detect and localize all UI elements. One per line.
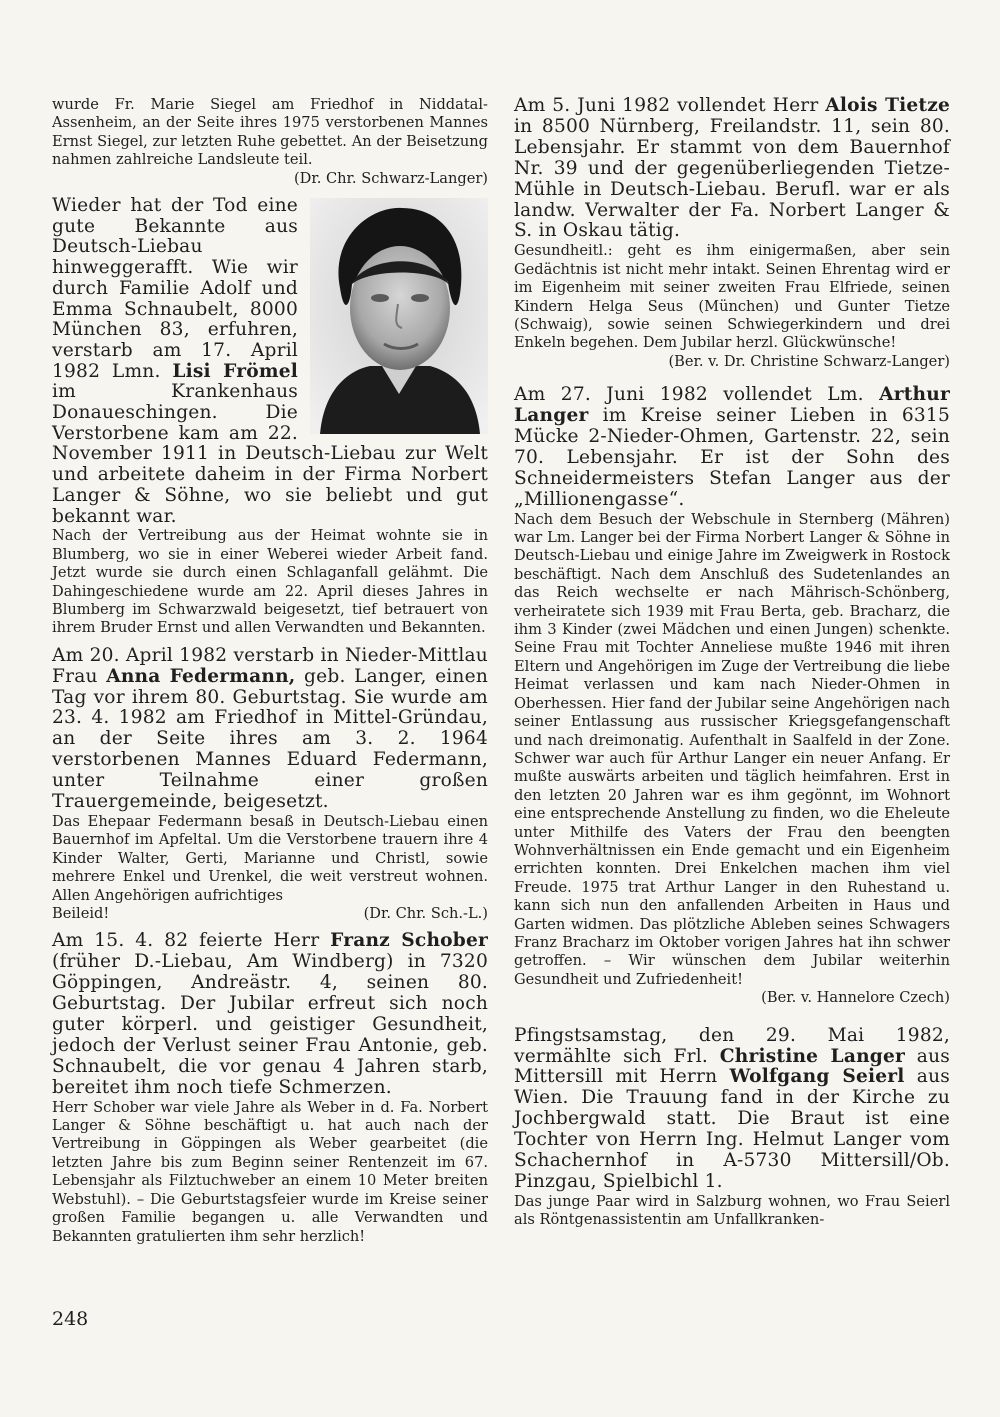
tietze-lead [514,96,950,242]
tietze-signature: (Ber. v. Dr. Christine Schwarz-Langer) [668,352,950,370]
schober-text: Herr Schober war viele Jahre als Weber in d. Fa. Norbert Langer & Söhne beschäftigt u. hat auch nach der Vertreibung in Göppingen als Weber gearbeitet (die letzten Jahre bis zum Beginn seiner Rentenzeit im 67. Lebensjahr als Filztuchweber an einem 10 Meter breiten Webstuhl). – Die Geburtstagsfeier wurde im Kreise seiner großen Familie begangen u. alle Verwandten und Bekannten gratulierten ihm sehr herzlich! [52,1098,488,1245]
schober-lead-before: Am 15. 4. 82 feierte Herr [52,930,320,952]
federmann-last-word: Beileid! [52,905,110,922]
siegel-signature: (Dr. Chr. Schwarz-Langer) [293,169,488,187]
froemel-lead-after: im Krankenhaus Donaueschingen. Die Verstorbene kam am 22. November 1911 in Deutsch-Liebau zur Welt und arbeitete daheim in der Firma Norbert Langer & Söhne, wo sie beliebt und gut bekannt war. [52,381,488,527]
langer-name: Arthur Langer [514,384,950,427]
wedding-lead-before: Pfingstsamstag, den 29. Mai 1982, vermählte sich Frl. [514,1024,950,1067]
siegel-text: wurde Fr. Marie Siegel am Friedhof in Niddatal-Assenheim, an der Seite ihres 1975 verstorbenen Mannes Ernst Siegel, zur letzten Ruhe gebettet. An der Beisetzung nahmen zahlreiche Landsleute teil. [52,96,488,169]
portrait-photo [310,198,488,434]
langer-signature: (Ber. v. Hannelore Czech) [761,989,950,1007]
tietze-lead-after: in 8500 Nürnberg, Freilandstr. 11, sein 80. Lebensjahr. Er stammt von dem Bauernhof Nr. 39 und der gegenüberliegenden Tietze-Mühle in Deutsch-Liebau. Berufl. war er als landw. Verwalter der Fa. Norbert Langer & S. in Oskau tätig. [514,115,950,242]
langer-lead-after: im Kreise seiner Lieben in 6315 Mücke 2-Nieder-Ohmen, Gartenstr. 22, sein 70. Lebensjahr. Er ist der Sohn des Schneidermeisters Stefan Langer aus der „Millionengasse“. [514,405,950,510]
froemel-name: Lisi Frömel [172,360,298,382]
right-column [514,96,950,1238]
article-froemel [52,196,488,638]
page-number: 248 [52,1308,89,1330]
article-federmann [52,646,488,924]
schober-lead [52,931,488,1098]
federmann-signature: (Dr. Chr. Sch.-L.) [363,905,488,922]
langer-text: Nach dem Besuch der Webschule in Sternberg (Mähren) war Lm. Langer bei der Firma Norbert Langer & Söhne in Deutsch-Liebau und einige Jahre im Zweigwerk in Rostock beschäftigt. Nach dem Anschluß des Sudetenlandes an das Reich wechselte er nach Mährisch-Schönberg, verheiratete sich 1939 mit Frau Berta, geb. Bracharz, die ihm 3 Kinder (zwei Mädchen und einen Jungen) schenkte. Seine Frau mit Tochter Anneliese mußte 1946 mit ihren Eltern und Angehörigen im Zuge der Vertreibung die liebe Heimat verlassen und kam nach Nieder-Ohmen in Oberhessen. Hier fand der Jubilar seine Angehörigen nach seiner Entlassung aus russischer Kriegsgefangenschaft und nach dreimonatig. Aufenthalt in Saalfeld in der Zone. Schwer war auch für Arthur Langer ein neuer Anfang. Er mußte auswärts arbeiten und täglich heimfahren. Erst in den letzten 20 Jahren war es ihm gegönnt, im Wohnort eine entsprechende Anstellung zu finden, wo die Eheleute unter Mithilfe des Vaters der Frau den beengten Wohnverhältnissen ein Ende gemacht und ein Eigenheim errichten konnten. Drei Enkelchen machen ihm viel Freude. 1975 trat Arthur Langer in den Ruhestand u. kann sich nun den anfallenden Arbeiten in Haus und Garten widmen. Das plötzliche Ableben seines Schwagers Franz Bracharz im Oktober vorigen Jahres hat ihn schwer getroffen. – Wir wünschen dem Jubilar weiterhin Gesundheit und Zufriedenheit! [514,510,950,988]
wedding-lead-after: aus Wien. Die Trauung fand in der Kirche zu Jochbergwald statt. Die Braut ist eine Tochter von Herrn Ing. Helmut Langer vom Schachernhof in A-5730 Mittersill/Ob. Pinzgau, Spielbichl 1. [514,1066,950,1192]
froemel-lead-before: Wieder hat der Tod eine gute Bekannte aus Deutsch-Liebau hinweggerafft. Wie wir durch Familie Adolf und Emma Schnaubelt, 8000 München 83, erfuhren, verstarb am 17. April 1982 Lmn. [52,195,298,382]
article-langer [514,385,950,1007]
wedding-lead [514,1026,950,1193]
wedding-groom: Wolfgang Seierl [729,1066,905,1088]
article-tietze [514,96,950,371]
wedding-lead-mid: aus Mittersill mit Herrn [514,1045,950,1088]
schober-name: Franz Schober [330,930,488,952]
federmann-text: Das Ehepaar Federmann besaß in Deutsch-Liebau einen Bauernhof im Apfeltal. Um die Verstorbene trauern ihre 4 Kinder Walter, Gerti, Marianne und Christl, sowie mehrere Enkel und Urenkel, die weit verstreut wohnen. Allen Angehörigen aufrichtiges [52,812,488,904]
tietze-name: Alois Tietze [825,95,950,116]
article-wedding [514,1026,950,1230]
federmann-lead [52,646,488,813]
article-schober [52,931,488,1246]
federmann-name: Anna Federmann, [106,665,296,687]
federmann-lead-after: geb. Langer, einen Tag vor ihrem 80. Geburtstag. Sie wurde am 23. 4. 1982 am Friedhof in Mittel-Gründau, an der Seite ihres am 3. 2. 1964 verstorbenen Mannes Eduard Federmann, unter Teilnahme einer großen Trauergemeinde, beigesetzt. [52,665,488,813]
wedding-bride: Christine Langer [719,1045,906,1067]
tietze-lead-before: Am 5. Juni 1982 vollendet Herr [514,95,819,116]
tietze-text: Gesundheitl.: geht es ihm einigermaßen, aber sein Gedächtnis ist nicht mehr intakt. Seinen Ehrentag wird er im Eigenheim mit seiner zweiten Frau Elfriede, seinen Kindern Helga Seus (München) und Gunter Tietze (Schwaig), sowie seinen Schwiegerkindern und drei Enkeln begehen. Dem Jubilar herzl. Glückwünsche! [514,242,950,352]
left-column [52,96,488,1254]
article-siegel [52,96,488,188]
federmann-lead-before: Am 20. April 1982 verstarb in Nieder-Mittlau Frau [52,644,488,687]
langer-lead-before: Am 27. Juni 1982 vollendet Lm. [514,384,864,406]
froemel-text: Nach der Vertreibung aus der Heimat wohnte sie in Blumberg, wo sie in einer Weberei wieder Arbeit fand. Jetzt wurde sie durch einen Schlaganfall gelähmt. Die Dahingeschiedene wurde am 22. April dieses Jahres in Blumberg im Schwarzwald beigesetzt, tief betrauert von ihrem Bruder Ernst und allen Verwandten und Bekannten. [52,527,488,637]
langer-lead [514,385,950,510]
federmann-closing [52,905,488,923]
schober-lead-after: (früher D.-Liebau, Am Windberg) in 7320 Göppingen, Andreästr. 4, seinen 80. Geburtstag. Der Jubilar erfreut sich noch guter körperl. und geistiger Gesundheit, jedoch der Verlust seiner Frau Antonie, geb. Schnaubelt, die vor genau 4 Jahren starb, bereitet ihm noch tiefe Schmerzen. [52,951,488,1098]
wedding-text: Das junge Paar wird in Salzburg wohnen, wo Frau Seierl als Röntgenassistentin am Unfallkranken- [514,1192,950,1229]
